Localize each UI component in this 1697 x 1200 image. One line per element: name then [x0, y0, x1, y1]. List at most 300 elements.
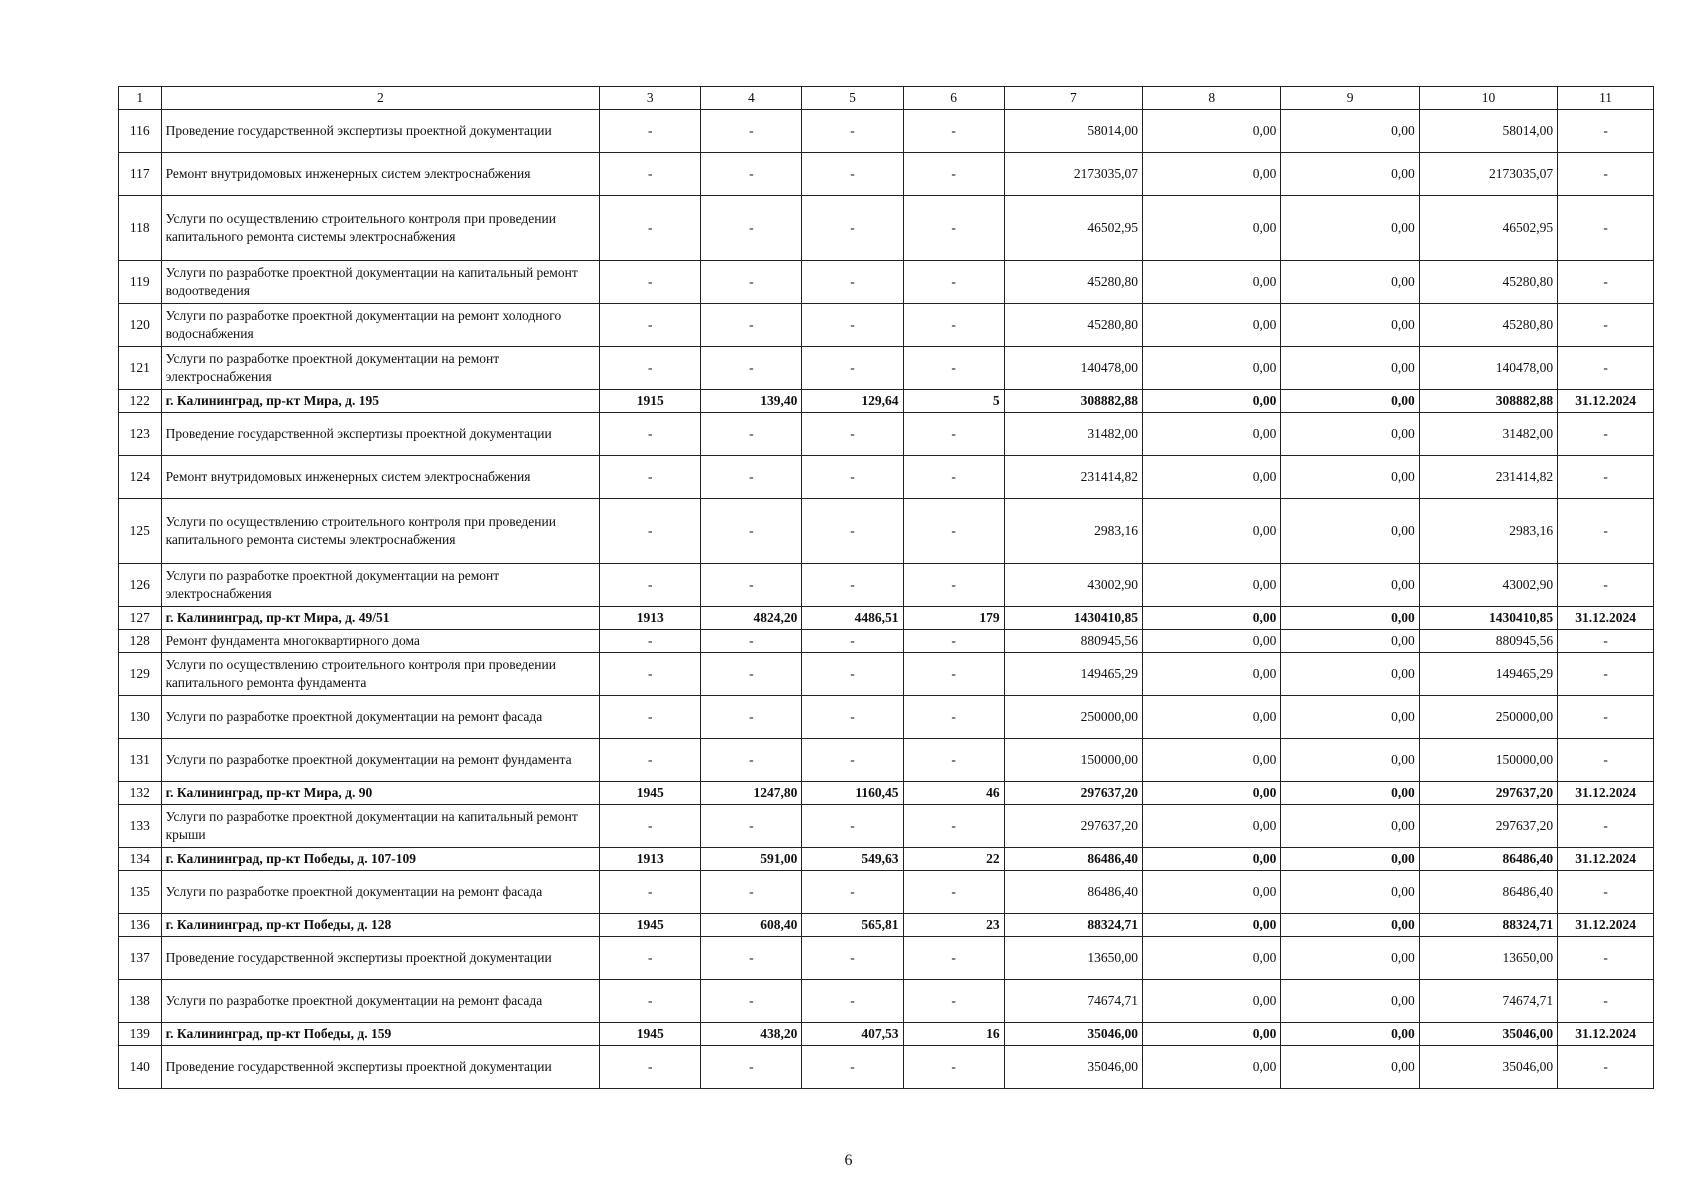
- cell-year: 1945: [600, 782, 701, 805]
- cell-total-cost: 46502,95: [1004, 196, 1142, 261]
- cell-owner-funds: 231414,82: [1419, 456, 1557, 499]
- cell-owner-funds: 150000,00: [1419, 739, 1557, 782]
- cell-total-cost: 86486,40: [1004, 848, 1142, 871]
- column-header: 2: [161, 87, 600, 110]
- cell-total-cost: 45280,80: [1004, 304, 1142, 347]
- cell-federal-funds: 0,00: [1143, 914, 1281, 937]
- cell-year: -: [600, 937, 701, 980]
- work-row: [119, 1046, 1654, 1089]
- row-description: Проведение государственной экспертизы проектной документации: [161, 937, 600, 980]
- cell-regional-funds: 0,00: [1281, 304, 1419, 347]
- cell-year: -: [600, 153, 701, 196]
- row-number: 134: [119, 848, 162, 871]
- row-description: Ремонт внутридомовых инженерных систем электроснабжения: [161, 456, 600, 499]
- column-header: 5: [802, 87, 903, 110]
- cell-year: -: [600, 1046, 701, 1089]
- cell-residents: 23: [903, 914, 1004, 937]
- cell-regional-funds: 0,00: [1281, 456, 1419, 499]
- work-row: [119, 739, 1654, 782]
- cell-regional-funds: 0,00: [1281, 347, 1419, 390]
- row-description: Услуги по осуществлению строительного контроля при проведении капитального ремонта фундамента: [161, 653, 600, 696]
- column-header: 11: [1558, 87, 1654, 110]
- cell-owner-funds: 43002,90: [1419, 564, 1557, 607]
- cell-year: -: [600, 456, 701, 499]
- cell-total-area: -: [701, 805, 802, 848]
- cell-completion-date: -: [1558, 871, 1654, 914]
- column-header: 10: [1419, 87, 1557, 110]
- cell-total-area: -: [701, 630, 802, 653]
- row-number: 120: [119, 304, 162, 347]
- cell-total-area: 4824,20: [701, 607, 802, 630]
- work-row: [119, 980, 1654, 1023]
- row-description: г. Калининград, пр-кт Мира, д. 49/51: [161, 607, 600, 630]
- cell-total-area: -: [701, 564, 802, 607]
- cell-living-area: -: [802, 871, 903, 914]
- cell-year: -: [600, 630, 701, 653]
- cell-total-cost: 1430410,85: [1004, 607, 1142, 630]
- cell-owner-funds: 74674,71: [1419, 980, 1557, 1023]
- cell-regional-funds: 0,00: [1281, 696, 1419, 739]
- cell-federal-funds: 0,00: [1143, 413, 1281, 456]
- cell-completion-date: 31.12.2024: [1558, 390, 1654, 413]
- cell-federal-funds: 0,00: [1143, 390, 1281, 413]
- cell-completion-date: -: [1558, 261, 1654, 304]
- row-number: 140: [119, 1046, 162, 1089]
- table-body: [119, 110, 1654, 1089]
- work-row: [119, 653, 1654, 696]
- cell-total-area: -: [701, 456, 802, 499]
- cell-federal-funds: 0,00: [1143, 564, 1281, 607]
- address-row: [119, 848, 1654, 871]
- cell-owner-funds: 1430410,85: [1419, 607, 1557, 630]
- cell-completion-date: 31.12.2024: [1558, 1023, 1654, 1046]
- cell-regional-funds: 0,00: [1281, 937, 1419, 980]
- cell-living-area: -: [802, 739, 903, 782]
- cell-owner-funds: 86486,40: [1419, 848, 1557, 871]
- work-row: [119, 499, 1654, 564]
- cell-residents: -: [903, 153, 1004, 196]
- work-row: [119, 304, 1654, 347]
- row-number: 133: [119, 805, 162, 848]
- cell-regional-funds: 0,00: [1281, 739, 1419, 782]
- cell-residents: -: [903, 347, 1004, 390]
- cell-year: -: [600, 805, 701, 848]
- row-number: 117: [119, 153, 162, 196]
- cell-total-cost: 2173035,07: [1004, 153, 1142, 196]
- cell-living-area: -: [802, 153, 903, 196]
- row-number: 123: [119, 413, 162, 456]
- row-number: 118: [119, 196, 162, 261]
- row-number: 126: [119, 564, 162, 607]
- cell-owner-funds: 46502,95: [1419, 196, 1557, 261]
- row-description: Услуги по разработке проектной документации на ремонт электроснабжения: [161, 564, 600, 607]
- cell-regional-funds: 0,00: [1281, 390, 1419, 413]
- cell-living-area: -: [802, 456, 903, 499]
- work-row: [119, 871, 1654, 914]
- work-row: [119, 261, 1654, 304]
- cell-living-area: 565,81: [802, 914, 903, 937]
- cell-living-area: 407,53: [802, 1023, 903, 1046]
- cell-total-area: -: [701, 937, 802, 980]
- cell-federal-funds: 0,00: [1143, 696, 1281, 739]
- cell-residents: 46: [903, 782, 1004, 805]
- row-description: Проведение государственной экспертизы проектной документации: [161, 413, 600, 456]
- cell-total-area: 591,00: [701, 848, 802, 871]
- cell-year: -: [600, 980, 701, 1023]
- cell-regional-funds: 0,00: [1281, 914, 1419, 937]
- column-number-row: [119, 87, 1654, 110]
- cell-total-cost: 297637,20: [1004, 805, 1142, 848]
- cell-living-area: -: [802, 805, 903, 848]
- cell-total-cost: 45280,80: [1004, 261, 1142, 304]
- cell-year: -: [600, 347, 701, 390]
- cell-total-area: 438,20: [701, 1023, 802, 1046]
- cell-year: -: [600, 564, 701, 607]
- cell-completion-date: -: [1558, 696, 1654, 739]
- cell-total-cost: 308882,88: [1004, 390, 1142, 413]
- cell-living-area: -: [802, 653, 903, 696]
- cell-regional-funds: 0,00: [1281, 630, 1419, 653]
- row-number: 129: [119, 653, 162, 696]
- cell-year: 1945: [600, 1023, 701, 1046]
- row-number: 132: [119, 782, 162, 805]
- cell-residents: -: [903, 196, 1004, 261]
- cell-owner-funds: 140478,00: [1419, 347, 1557, 390]
- cell-year: 1915: [600, 390, 701, 413]
- cell-living-area: -: [802, 630, 903, 653]
- row-description: Услуги по разработке проектной документации на ремонт фундамента: [161, 739, 600, 782]
- cell-year: -: [600, 499, 701, 564]
- cell-residents: -: [903, 413, 1004, 456]
- address-row: [119, 390, 1654, 413]
- cell-federal-funds: 0,00: [1143, 1046, 1281, 1089]
- row-description: Услуги по разработке проектной документации на капитальный ремонт крыши: [161, 805, 600, 848]
- column-header: 4: [701, 87, 802, 110]
- work-row: [119, 413, 1654, 456]
- cell-year: -: [600, 413, 701, 456]
- cell-living-area: -: [802, 980, 903, 1023]
- cell-year: -: [600, 261, 701, 304]
- cell-federal-funds: 0,00: [1143, 782, 1281, 805]
- cell-regional-funds: 0,00: [1281, 564, 1419, 607]
- cell-owner-funds: 88324,71: [1419, 914, 1557, 937]
- row-description: Услуги по разработке проектной документации на ремонт холодного водоснабжения: [161, 304, 600, 347]
- cell-living-area: -: [802, 499, 903, 564]
- cell-regional-funds: 0,00: [1281, 782, 1419, 805]
- cell-federal-funds: 0,00: [1143, 1023, 1281, 1046]
- cell-owner-funds: 2173035,07: [1419, 153, 1557, 196]
- row-number: 125: [119, 499, 162, 564]
- cell-total-area: -: [701, 696, 802, 739]
- row-number: 135: [119, 871, 162, 914]
- cell-year: -: [600, 304, 701, 347]
- column-header: 7: [1004, 87, 1142, 110]
- cell-total-cost: 231414,82: [1004, 456, 1142, 499]
- cell-completion-date: -: [1558, 980, 1654, 1023]
- cell-federal-funds: 0,00: [1143, 261, 1281, 304]
- cell-total-area: -: [701, 261, 802, 304]
- cell-completion-date: -: [1558, 413, 1654, 456]
- cell-total-cost: 13650,00: [1004, 937, 1142, 980]
- cell-living-area: -: [802, 261, 903, 304]
- cell-federal-funds: 0,00: [1143, 110, 1281, 153]
- cell-completion-date: -: [1558, 153, 1654, 196]
- row-description: Услуги по разработке проектной документации на ремонт электроснабжения: [161, 347, 600, 390]
- cell-residents: 16: [903, 1023, 1004, 1046]
- cell-total-cost: 250000,00: [1004, 696, 1142, 739]
- cell-federal-funds: 0,00: [1143, 630, 1281, 653]
- cell-residents: -: [903, 980, 1004, 1023]
- row-number: 139: [119, 1023, 162, 1046]
- cell-residents: 179: [903, 607, 1004, 630]
- cell-federal-funds: 0,00: [1143, 848, 1281, 871]
- page-number: 6: [844, 1152, 853, 1169]
- document-sheet: [118, 86, 1654, 1089]
- row-description: Услуги по осуществлению строительного контроля при проведении капитального ремонта системы электроснабжения: [161, 499, 600, 564]
- column-header: 9: [1281, 87, 1419, 110]
- cell-total-cost: 43002,90: [1004, 564, 1142, 607]
- cell-owner-funds: 35046,00: [1419, 1046, 1557, 1089]
- row-description: г. Калининград, пр-кт Мира, д. 195: [161, 390, 600, 413]
- work-row: [119, 630, 1654, 653]
- cell-completion-date: -: [1558, 499, 1654, 564]
- cell-owner-funds: 297637,20: [1419, 782, 1557, 805]
- cell-total-area: 1247,80: [701, 782, 802, 805]
- cell-completion-date: 31.12.2024: [1558, 848, 1654, 871]
- cell-total-area: -: [701, 153, 802, 196]
- cell-owner-funds: 58014,00: [1419, 110, 1557, 153]
- column-header: 1: [119, 87, 162, 110]
- cell-owner-funds: 2983,16: [1419, 499, 1557, 564]
- cell-regional-funds: 0,00: [1281, 1023, 1419, 1046]
- row-description: Услуги по разработке проектной документации на ремонт фасада: [161, 980, 600, 1023]
- row-number: 137: [119, 937, 162, 980]
- cell-living-area: -: [802, 110, 903, 153]
- cell-year: -: [600, 196, 701, 261]
- cell-total-area: -: [701, 653, 802, 696]
- cell-completion-date: -: [1558, 653, 1654, 696]
- cell-total-cost: 149465,29: [1004, 653, 1142, 696]
- cell-owner-funds: 250000,00: [1419, 696, 1557, 739]
- cell-federal-funds: 0,00: [1143, 607, 1281, 630]
- cell-total-cost: 58014,00: [1004, 110, 1142, 153]
- column-header: 6: [903, 87, 1004, 110]
- cell-completion-date: -: [1558, 805, 1654, 848]
- cell-completion-date: -: [1558, 304, 1654, 347]
- work-row: [119, 564, 1654, 607]
- cell-total-area: -: [701, 304, 802, 347]
- cell-completion-date: 31.12.2024: [1558, 914, 1654, 937]
- cell-year: -: [600, 696, 701, 739]
- row-description: г. Калининград, пр-кт Победы, д. 159: [161, 1023, 600, 1046]
- cell-residents: 22: [903, 848, 1004, 871]
- cell-living-area: -: [802, 1046, 903, 1089]
- cell-completion-date: -: [1558, 630, 1654, 653]
- address-row: [119, 782, 1654, 805]
- cell-federal-funds: 0,00: [1143, 304, 1281, 347]
- cell-total-cost: 140478,00: [1004, 347, 1142, 390]
- cell-regional-funds: 0,00: [1281, 871, 1419, 914]
- cell-total-cost: 35046,00: [1004, 1023, 1142, 1046]
- cell-year: -: [600, 871, 701, 914]
- row-number: 128: [119, 630, 162, 653]
- cell-owner-funds: 86486,40: [1419, 871, 1557, 914]
- row-number: 124: [119, 456, 162, 499]
- cell-total-cost: 880945,56: [1004, 630, 1142, 653]
- cell-residents: -: [903, 1046, 1004, 1089]
- row-description: Проведение государственной экспертизы проектной документации: [161, 110, 600, 153]
- row-description: г. Калининград, пр-кт Победы, д. 128: [161, 914, 600, 937]
- cell-regional-funds: 0,00: [1281, 261, 1419, 304]
- row-description: г. Калининград, пр-кт Победы, д. 107-109: [161, 848, 600, 871]
- cell-total-area: -: [701, 196, 802, 261]
- cell-completion-date: -: [1558, 347, 1654, 390]
- cell-living-area: -: [802, 696, 903, 739]
- work-row: [119, 937, 1654, 980]
- row-description: г. Калининград, пр-кт Мира, д. 90: [161, 782, 600, 805]
- cell-total-cost: 31482,00: [1004, 413, 1142, 456]
- cell-completion-date: -: [1558, 739, 1654, 782]
- cell-living-area: -: [802, 564, 903, 607]
- cell-total-cost: 2983,16: [1004, 499, 1142, 564]
- cell-owner-funds: 149465,29: [1419, 653, 1557, 696]
- cell-total-area: -: [701, 110, 802, 153]
- cell-owner-funds: 45280,80: [1419, 304, 1557, 347]
- cell-living-area: -: [802, 413, 903, 456]
- work-row: [119, 110, 1654, 153]
- cell-residents: -: [903, 805, 1004, 848]
- cell-total-area: -: [701, 980, 802, 1023]
- cell-completion-date: -: [1558, 937, 1654, 980]
- cell-completion-date: 31.12.2024: [1558, 607, 1654, 630]
- cell-total-area: -: [701, 499, 802, 564]
- row-number: 136: [119, 914, 162, 937]
- row-number: 138: [119, 980, 162, 1023]
- cell-federal-funds: 0,00: [1143, 153, 1281, 196]
- address-row: [119, 1023, 1654, 1046]
- cell-residents: -: [903, 499, 1004, 564]
- cell-residents: -: [903, 739, 1004, 782]
- cell-regional-funds: 0,00: [1281, 110, 1419, 153]
- cell-federal-funds: 0,00: [1143, 937, 1281, 980]
- cell-regional-funds: 0,00: [1281, 653, 1419, 696]
- cell-regional-funds: 0,00: [1281, 980, 1419, 1023]
- cell-total-cost: 88324,71: [1004, 914, 1142, 937]
- cell-regional-funds: 0,00: [1281, 153, 1419, 196]
- cell-residents: -: [903, 110, 1004, 153]
- cell-living-area: -: [802, 937, 903, 980]
- cell-total-area: -: [701, 1046, 802, 1089]
- cell-federal-funds: 0,00: [1143, 499, 1281, 564]
- cell-residents: -: [903, 871, 1004, 914]
- work-row: [119, 805, 1654, 848]
- cell-residents: -: [903, 630, 1004, 653]
- row-number: 131: [119, 739, 162, 782]
- cell-total-area: -: [701, 413, 802, 456]
- cell-federal-funds: 0,00: [1143, 871, 1281, 914]
- row-description: Ремонт внутридомовых инженерных систем электроснабжения: [161, 153, 600, 196]
- work-row: [119, 196, 1654, 261]
- cell-federal-funds: 0,00: [1143, 196, 1281, 261]
- cell-year: -: [600, 653, 701, 696]
- cell-year: 1945: [600, 914, 701, 937]
- row-description: Ремонт фундамента многоквартирного дома: [161, 630, 600, 653]
- cell-regional-funds: 0,00: [1281, 196, 1419, 261]
- row-number: 121: [119, 347, 162, 390]
- cell-total-cost: 86486,40: [1004, 871, 1142, 914]
- cell-living-area: 4486,51: [802, 607, 903, 630]
- cell-residents: -: [903, 304, 1004, 347]
- cell-living-area: 549,63: [802, 848, 903, 871]
- cell-residents: 5: [903, 390, 1004, 413]
- cell-residents: -: [903, 653, 1004, 696]
- row-description: Услуги по осуществлению строительного контроля при проведении капитального ремонта системы электроснабжения: [161, 196, 600, 261]
- cell-living-area: 1160,45: [802, 782, 903, 805]
- cell-total-cost: 297637,20: [1004, 782, 1142, 805]
- cell-federal-funds: 0,00: [1143, 980, 1281, 1023]
- work-row: [119, 153, 1654, 196]
- row-description: Услуги по разработке проектной документации на ремонт фасада: [161, 696, 600, 739]
- cell-total-area: -: [701, 347, 802, 390]
- cell-owner-funds: 308882,88: [1419, 390, 1557, 413]
- cell-owner-funds: 31482,00: [1419, 413, 1557, 456]
- cell-completion-date: -: [1558, 456, 1654, 499]
- cell-regional-funds: 0,00: [1281, 413, 1419, 456]
- row-number: 116: [119, 110, 162, 153]
- work-row: [119, 456, 1654, 499]
- cell-federal-funds: 0,00: [1143, 739, 1281, 782]
- work-row: [119, 696, 1654, 739]
- cell-living-area: -: [802, 196, 903, 261]
- column-header: 3: [600, 87, 701, 110]
- cell-federal-funds: 0,00: [1143, 456, 1281, 499]
- cell-total-area: 139,40: [701, 390, 802, 413]
- cell-living-area: -: [802, 347, 903, 390]
- cell-completion-date: -: [1558, 1046, 1654, 1089]
- row-number: 130: [119, 696, 162, 739]
- cell-regional-funds: 0,00: [1281, 607, 1419, 630]
- cell-residents: -: [903, 696, 1004, 739]
- cell-completion-date: -: [1558, 564, 1654, 607]
- cell-federal-funds: 0,00: [1143, 805, 1281, 848]
- row-description: Услуги по разработке проектной документации на капитальный ремонт водоотведения: [161, 261, 600, 304]
- address-row: [119, 607, 1654, 630]
- cell-year: 1913: [600, 848, 701, 871]
- cell-total-cost: 150000,00: [1004, 739, 1142, 782]
- cell-regional-funds: 0,00: [1281, 1046, 1419, 1089]
- cell-living-area: 129,64: [802, 390, 903, 413]
- cell-residents: -: [903, 261, 1004, 304]
- work-row: [119, 347, 1654, 390]
- cell-residents: -: [903, 456, 1004, 499]
- repair-works-table: [118, 86, 1654, 1089]
- address-row: [119, 914, 1654, 937]
- cell-federal-funds: 0,00: [1143, 653, 1281, 696]
- cell-year: -: [600, 739, 701, 782]
- cell-regional-funds: 0,00: [1281, 499, 1419, 564]
- cell-total-cost: 35046,00: [1004, 1046, 1142, 1089]
- cell-total-area: 608,40: [701, 914, 802, 937]
- cell-living-area: -: [802, 304, 903, 347]
- row-number: 122: [119, 390, 162, 413]
- cell-owner-funds: 880945,56: [1419, 630, 1557, 653]
- cell-federal-funds: 0,00: [1143, 347, 1281, 390]
- column-header: 8: [1143, 87, 1281, 110]
- cell-completion-date: -: [1558, 196, 1654, 261]
- cell-total-area: -: [701, 739, 802, 782]
- cell-completion-date: 31.12.2024: [1558, 782, 1654, 805]
- cell-regional-funds: 0,00: [1281, 848, 1419, 871]
